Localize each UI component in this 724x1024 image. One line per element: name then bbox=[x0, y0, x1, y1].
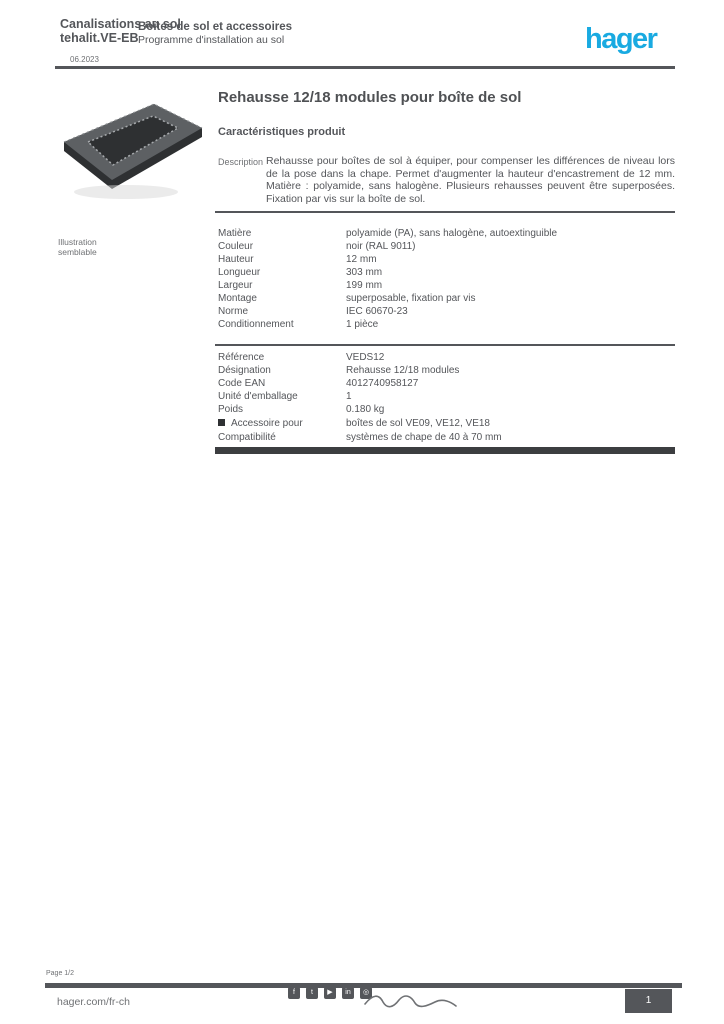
logistics-value: 0.180 kg bbox=[346, 404, 385, 415]
spec-value: 199 mm bbox=[346, 280, 383, 291]
table-row bbox=[218, 293, 675, 306]
spec-label: Couleur bbox=[218, 241, 254, 252]
table-row bbox=[218, 319, 675, 332]
table-end-bar bbox=[215, 447, 675, 454]
header-product-family bbox=[138, 20, 388, 47]
table-row bbox=[218, 391, 675, 404]
logistics-label: Référence bbox=[218, 352, 265, 363]
logistics-value: boîtes de sol VE09, VE12, VE18 bbox=[346, 418, 490, 429]
table-row bbox=[218, 352, 675, 365]
section-subtitle: Caractéristiques produit bbox=[218, 126, 346, 138]
table-row bbox=[218, 404, 675, 417]
table-row bbox=[218, 267, 675, 280]
spec-value: 303 mm bbox=[346, 267, 383, 278]
product-image-caption: Illustration semblable bbox=[58, 237, 97, 257]
spec-label: Matière bbox=[218, 228, 252, 239]
logistics-label: Désignation bbox=[218, 365, 271, 376]
youtube-icon[interactable]: ▶ bbox=[324, 987, 336, 999]
table-row bbox=[218, 228, 675, 241]
page-title: Rehausse 12/18 modules pour boîte de sol bbox=[218, 89, 522, 106]
footer-page-number-box: 1 bbox=[625, 989, 672, 1013]
logistics-value: Rehausse 12/18 modules bbox=[346, 365, 460, 376]
signature-mark bbox=[363, 990, 458, 1012]
spec-label: Longueur bbox=[218, 267, 261, 278]
spec-value: 1 pièce bbox=[346, 319, 379, 330]
logistics-value: VEDS12 bbox=[346, 352, 385, 363]
bullet-square-icon bbox=[218, 419, 225, 426]
logistics-label: Unité d'emballage bbox=[218, 391, 298, 402]
logistics-value: 1 bbox=[346, 391, 352, 402]
section-divider-1 bbox=[215, 211, 675, 213]
footer-social-icons bbox=[288, 987, 372, 999]
spec-label: Conditionnement bbox=[218, 319, 294, 330]
spec-value: polyamide (PA), sans halogène, autoextinguible bbox=[346, 228, 558, 239]
footer-page-note: Page 1/2 bbox=[46, 970, 75, 977]
logistics-label: Code EAN bbox=[218, 378, 266, 389]
header-divider bbox=[55, 66, 675, 69]
header-family-line1: Boîtes de sol et accessoires bbox=[138, 21, 293, 33]
twitter-icon[interactable]: t bbox=[306, 987, 318, 999]
spec-value: 12 mm bbox=[346, 254, 377, 265]
spec-label: Hauteur bbox=[218, 254, 254, 265]
logistics-label: Compatibilité bbox=[218, 432, 276, 443]
description-label: Description bbox=[218, 157, 264, 167]
table-row bbox=[218, 306, 675, 319]
table-row bbox=[218, 432, 675, 445]
table-row bbox=[218, 378, 675, 391]
facebook-icon[interactable]: f bbox=[288, 987, 300, 999]
logistics-label: Poids bbox=[218, 404, 244, 415]
logistics-label: Accessoire pour bbox=[218, 418, 346, 431]
table-row bbox=[218, 254, 675, 267]
spec-label: Montage bbox=[218, 293, 257, 304]
spec-value: noir (RAL 9011) bbox=[346, 241, 416, 252]
hager-logo: hager bbox=[585, 23, 657, 55]
spec-value: IEC 60670-23 bbox=[346, 306, 408, 317]
table-row bbox=[218, 241, 675, 254]
spec-value: superposable, fixation par vis bbox=[346, 293, 476, 304]
footer-site-box bbox=[55, 988, 173, 1016]
logistics-value: 4012740958127 bbox=[346, 378, 419, 389]
table-row bbox=[218, 418, 675, 431]
header-family-line2: Programme d'installation au sol bbox=[138, 34, 285, 46]
instagram-icon[interactable]: ◎ bbox=[360, 987, 372, 999]
table-row bbox=[218, 365, 675, 378]
description-text: Rehausse pour boîtes de sol à équiper, pour compenser les différences de niveau lors de la pose dans la chape. Permet d'augmenter la hauteur d'encastrement de 12 mm. Matière : polyamide, sans halogène. Plusieurs rehausses peuvent être superposées. Fixation par vis sur la boîte de sol. bbox=[266, 155, 675, 205]
spec-label: Largeur bbox=[218, 280, 253, 291]
footer-site-link[interactable]: hager.com/fr-ch bbox=[57, 996, 130, 1008]
linkedin-icon[interactable]: in bbox=[342, 987, 354, 999]
header-category-title: Canalisations au sol tehalit.VE-EB bbox=[60, 17, 181, 45]
rehausse-frame-illustration bbox=[56, 92, 210, 212]
product-image bbox=[56, 92, 210, 212]
header-date: 06.2023 bbox=[70, 55, 99, 64]
spec-label: Norme bbox=[218, 306, 249, 317]
table-row bbox=[218, 280, 675, 293]
logistics-value: systèmes de chape de 40 à 70 mm bbox=[346, 432, 502, 443]
section-divider-2 bbox=[215, 344, 675, 346]
